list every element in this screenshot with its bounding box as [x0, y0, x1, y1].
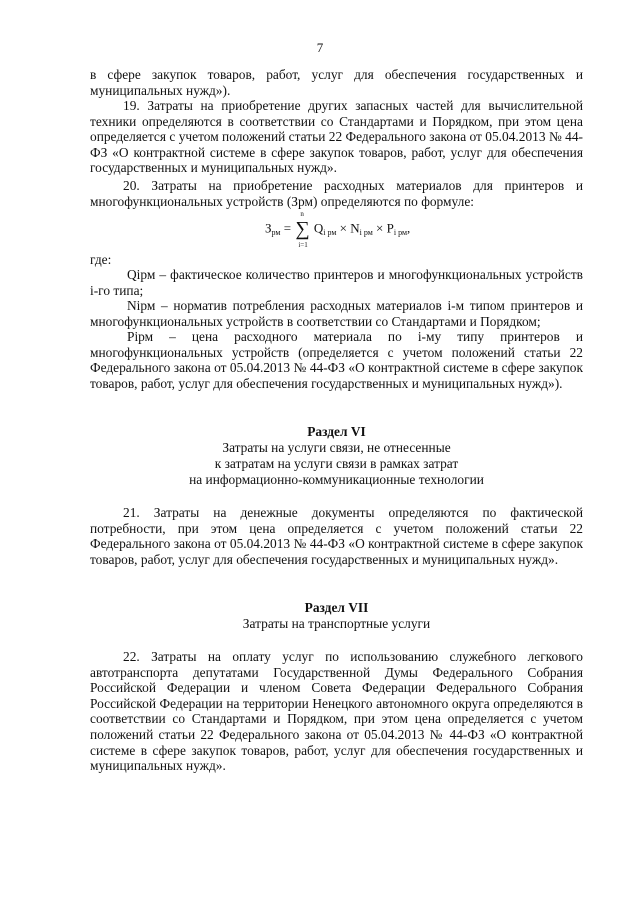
where-label: где:	[90, 252, 112, 267]
section-6-title-line-3: на информационно-коммуникационные технологии	[189, 472, 484, 487]
section-6-heading: Раздел VI	[307, 424, 366, 439]
formula-times-2: ×	[376, 220, 384, 236]
definition-n: Niрм – норматив потребления расходных материалов i-м типом принтеров и многофункциональных устройств в соответствии со Стандартами и Порядком;	[90, 298, 583, 329]
sum-lower-limit: i=1	[298, 241, 308, 249]
paragraph-21: 21. Затраты на денежные документы определяются по фактической потребности, при этом цена определяется с учетом положений статьи 22 Федерального закона от 05.04.2013 № 44-ФЗ «О контрактной системе в сфере закупок товаров, работ, услуг для обеспечения государственных и муниципальных нужд».	[90, 505, 583, 567]
formula-term-n-sub: i рм	[359, 228, 373, 238]
formula-term-p-sub: i рм	[393, 228, 408, 238]
paragraph-intro: в сфере закупок товаров, работ, услуг для обеспечения государственных и муниципальных нужд»).	[90, 67, 583, 98]
paragraph-19: 19. Затраты на приобретение других запасных частей для вычислительной техники определяются в соответствии со Стандартами и Порядком, при этом цена определяется с учетом положений статьи 22 Федерального закона от 05.04.2013 № 44-ФЗ «О контрактной системе в сфере закупок товаров, работ, услуг для обеспечения государственных и муниципальных нужд».	[90, 98, 583, 176]
formula-term-q-sub: i рм	[323, 228, 337, 238]
formula-times-1: ×	[339, 220, 347, 236]
definition-q: Qiрм – фактическое количество принтеров и многофункциональных устройств i-го типа;	[90, 267, 583, 298]
sum-upper-limit: n	[300, 210, 304, 218]
definition-p: Piрм – цена расходного материала по i-му типу принтеров и многофункциональных устройств (определяется с учетом положений статьи 22 Федерального закона от 05.04.2013 № 44-ФЗ «О контрактной системе в сфере закупок товаров, работ, услуг для обеспечения государственных и муниципальных нужд»).	[90, 329, 583, 391]
formula-end: ,	[407, 220, 411, 236]
formula-lhs-sub: рм	[271, 228, 281, 238]
formula-lhs: З	[265, 220, 272, 236]
formula	[265, 210, 411, 249]
section-7-title: Затраты на транспортные услуги	[242, 616, 431, 631]
section-7-heading: Раздел VII	[304, 600, 369, 615]
paragraph-22: 22. Затраты на оплату услуг по использованию служебного легкового автотранспорта депутатами Государственной Думы Федерального Собрания Российской Федерации и членом Совета Федерации Федерального Собрания Российской Федерации на территории Ненецкого автономного округа определяются в соответствии со Стандартами и Порядком, при этом цена определяется с учетом положений статьи 22 Федерального закона от 05.04.2013 № 44-ФЗ «О контрактной системе в сфере закупок товаров, работ, услуг для обеспечения государственных и муниципальных нужд».	[90, 649, 583, 774]
paragraph-20: 20. Затраты на приобретение расходных материалов для принтеров и многофункциональных устройств (Зрм) определяются по формуле:	[90, 178, 583, 209]
formula-term-n: N	[350, 220, 360, 236]
section-6-title-line-1: Затраты на услуги связи, не отнесенные	[222, 440, 451, 455]
formula-equals: =	[283, 220, 292, 236]
section-6-title-line-2: к затратам на услуги связи в рамках затрат	[214, 456, 459, 471]
formula-term-p: P	[386, 220, 394, 236]
formula-term-q: Q	[313, 220, 324, 236]
sum-icon: ∑ n i=1	[295, 210, 310, 249]
page-number: 7	[316, 40, 324, 55]
